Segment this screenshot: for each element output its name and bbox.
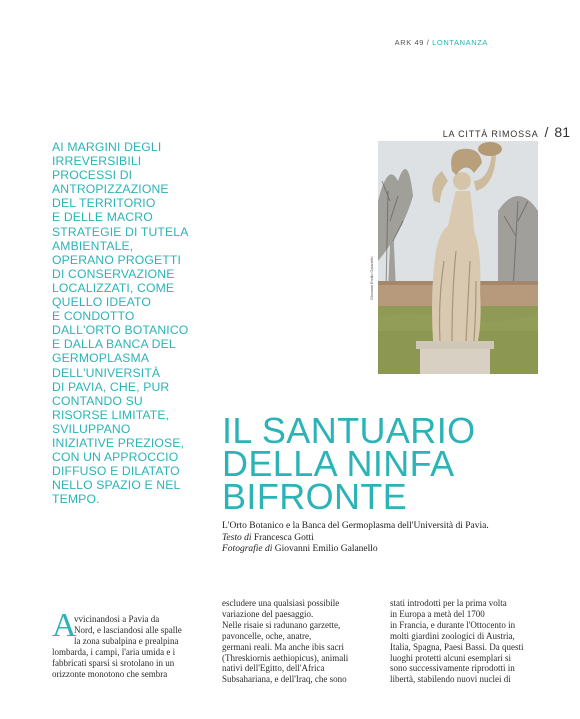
article-title	[222, 410, 476, 517]
body-line: Nord, e lasciandosi alle spalle	[74, 624, 182, 635]
pull-quote-line: SVILUPPANO	[52, 421, 131, 436]
pull-quote-line: DEL TERRITORIO	[52, 196, 156, 211]
article-subtitle: L'Orto Botanico e la Banca del Germoplasma dell'Università di Pavia.	[222, 521, 489, 531]
title-line: IL SANTUARIO	[222, 410, 476, 451]
page-number: 81	[554, 124, 570, 140]
pull-quote-line: DELL'UNIVERSITÀ	[52, 365, 161, 380]
body-column-1	[52, 614, 202, 679]
pull-quote-line: DI PAVIA, CHE, PUR	[52, 379, 170, 394]
body-line: luoghi protetti alcuni esemplari si	[390, 652, 511, 663]
section-header	[443, 124, 570, 140]
body-line: lombarda, i campi, l'aria umida e i	[52, 646, 176, 657]
running-header	[395, 38, 488, 47]
pull-quote-line: QUELLO IDEATO	[52, 295, 152, 310]
body-line: (Threskiornis aethiopicus), animali	[222, 652, 349, 663]
body-line: in Francia, e durante l'Ottocento in	[390, 619, 516, 630]
section-slash: /	[544, 124, 549, 140]
pull-quote-line: IRREVERSIBILI	[52, 154, 142, 169]
drop-cap: A	[52, 607, 77, 644]
pull-quote-line: E DALLA BANCA DEL	[52, 337, 176, 352]
body-line: variazione del paesaggio.	[222, 608, 314, 619]
body-line: orizzonte monotono che sembra	[52, 668, 168, 679]
body-line: germani reali. Ma anche ibis sacri	[222, 641, 344, 652]
photo-label: Fotografie di	[222, 544, 273, 554]
pull-quote-line: E CONDOTTO	[52, 309, 135, 324]
body-line: nativi dell'Egitto, dell'Africa	[222, 663, 325, 674]
author-credit	[222, 533, 489, 545]
pull-quote-line: STRATEGIE DI TUTELA	[52, 224, 189, 239]
body-line: molti giardini zoologici di Austria,	[390, 630, 515, 641]
body-line: sono successivamente riprodotti in	[390, 663, 515, 674]
body-line: stati introdotti per la prima volta	[390, 598, 507, 608]
pull-quote-line: ANTROPIZZAZIONE	[52, 182, 169, 197]
body-line: Italia, Spagna, Paesi Bassi. Da questi	[390, 641, 524, 652]
body-line: libertà, stabilendo nuovi nuclei di	[390, 674, 511, 685]
pull-quote-line: CONTANDO SU	[52, 393, 143, 408]
photo-credit: Giovanni Emilio Galanello	[370, 256, 374, 300]
body-line: Nelle risaie si radunano garzette,	[222, 619, 341, 630]
pull-quote-line: DALL'ORTO BOTANICO	[52, 323, 189, 338]
pull-quote-line: DI CONSERVAZIONE	[52, 266, 175, 281]
body-line: in Europa a metà del 1700	[390, 608, 485, 619]
pull-quote-line: INIZIATIVE PREZIOSE,	[52, 435, 185, 450]
body-column-3	[390, 598, 540, 685]
pull-quote-line: CON UN APPROCCIO	[52, 450, 179, 465]
pull-quote-line: TEMPO.	[52, 492, 100, 507]
pull-quote-line: OPERANO PROGETTI	[52, 252, 182, 267]
photographer-credit	[222, 544, 489, 556]
statue-photo-illustration	[378, 141, 538, 374]
pull-quote-line: LOCALIZZATI, COME	[52, 280, 175, 295]
pull-quote-line: DIFFUSO E DILATATO	[52, 464, 180, 479]
section-title: LA CITTÀ RIMOSSA	[442, 129, 539, 139]
standfirst	[222, 521, 489, 556]
title-line: BIFRONTE	[222, 476, 408, 517]
pull-quote-line: AI MARGINI DEGLI	[52, 140, 162, 154]
body-line: Subsahariana, e dell'Iraq, che sono	[222, 674, 347, 685]
pull-quote-line: NELLO SPAZIO E NEL	[52, 478, 181, 493]
pull-quote-line: AMBIENTALE,	[52, 238, 134, 253]
section-name: LONTANANZA	[432, 38, 488, 47]
text-author: Francesca Gotti	[253, 532, 314, 543]
magazine-issue: ARK 49 /	[394, 38, 430, 47]
pull-quote-line: GERMOPLASMA	[52, 351, 150, 366]
body-line: la zona subalpina e prealpina	[74, 635, 179, 646]
body-line: pavoncelle, oche, anatre,	[222, 630, 312, 641]
body-line: vvicinandosi a Pavia da	[74, 614, 160, 624]
pull-quote-line: E DELLE MACRO	[52, 210, 153, 225]
pull-quote-line: PROCESSI DI	[52, 168, 133, 183]
pull-quote	[52, 140, 202, 506]
pull-quote-line: RISORSE LIMITATE,	[52, 407, 170, 422]
body-line: fabbricati sparsi si srotolano in un	[52, 657, 175, 668]
title-line: DELLA NINFA	[222, 443, 455, 484]
statue-photo	[378, 141, 538, 374]
text-label: Testo di	[222, 532, 252, 543]
body-column-2	[222, 598, 372, 685]
body-line: escludere una qualsiasi possibile	[222, 598, 340, 608]
photo-author: Giovanni Emilio Galanello	[274, 544, 378, 554]
